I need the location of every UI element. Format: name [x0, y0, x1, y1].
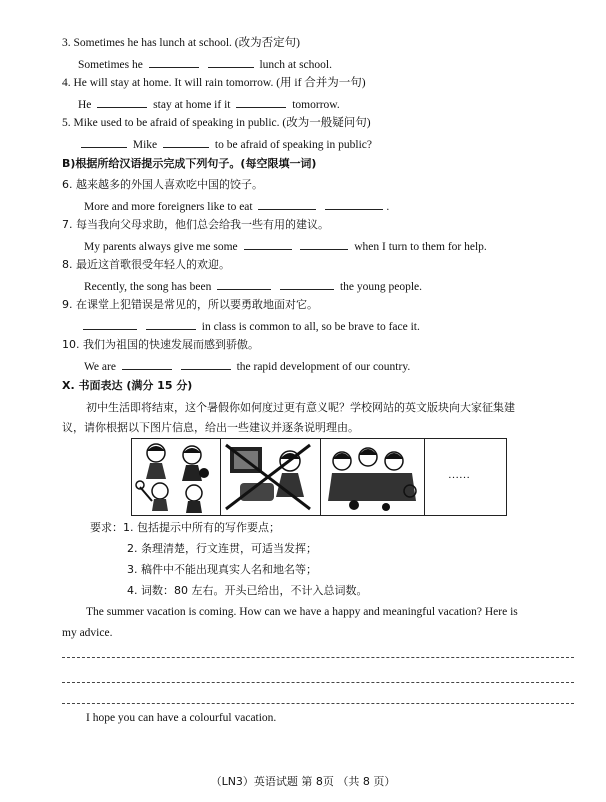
answer-blank[interactable]	[181, 360, 231, 370]
sentence-8-cn: 8. 最近这首歌很受年轻人的欢迎。	[62, 258, 230, 271]
requirement-2: 2. 条理清楚，行文连贯，可适当发挥；	[127, 542, 317, 555]
answer-blank[interactable]	[258, 200, 316, 210]
essay-closing: I hope you can have a colourful vacation.	[86, 712, 277, 724]
sentence-8-en: Recently, the song has been the young people.	[84, 281, 423, 293]
answer-blank[interactable]	[236, 98, 286, 108]
sentence-6-en: More and more foreigners like to eat .	[84, 201, 390, 213]
sentence-9-cn: 9. 在课堂上犯错误是常见的，所以要勇敢地面对它。	[62, 298, 318, 311]
writing-line[interactable]	[62, 657, 574, 658]
answer-blank[interactable]	[163, 138, 209, 148]
answer-blank[interactable]	[244, 240, 292, 250]
sports-picture	[132, 439, 221, 515]
answer-blank[interactable]	[280, 280, 334, 290]
answer-blank[interactable]	[81, 138, 127, 148]
more-ideas-picture	[424, 439, 505, 515]
answer-blank[interactable]	[122, 360, 172, 370]
group-activity-picture	[320, 439, 425, 515]
writing-intro-line-1: 初中生活即将结束，这个暑假你如何度过更有意义呢？学校网站的英文版块向大家征集建	[86, 401, 515, 414]
answer-blank[interactable]	[146, 320, 196, 330]
essay-opening-line-2: my advice.	[62, 627, 113, 639]
requirements-label: 要求：1. 包括提示中所有的写作要点；	[90, 521, 280, 534]
requirement-4: 4. 词数：80 左右。开头已给出，不计入总词数。	[127, 584, 368, 597]
answer-blank[interactable]	[97, 98, 147, 108]
answer-blank[interactable]	[217, 280, 271, 290]
page-footer: （LN3）英语试题 第 8页 （共 8 页）	[210, 775, 396, 788]
sentence-6-cn: 6. 越来越多的外国人喜欢吃中国的饺子。	[62, 178, 263, 191]
sentence-10-cn: 10. 我们为祖国的快速发展而感到骄傲。	[62, 338, 259, 351]
answer-blank[interactable]	[208, 58, 254, 68]
section-b-heading: B)根据所给汉语提示完成下列句子。(每空限填一词)	[62, 157, 317, 170]
sentence-10-en: We are the rapid development of our country.	[84, 361, 411, 373]
question-3-prompt: 3. Sometimes he has lunch at school. (改为否定句)	[62, 37, 300, 49]
answer-blank[interactable]	[325, 200, 383, 210]
question-5-prompt: 5. Mike used to be afraid of speaking in public. (改为一般疑问句)	[62, 117, 371, 129]
essay-opening-line-1: The summer vacation is coming. How can we have a happy and meaningful vacation? Here is	[86, 606, 518, 618]
writing-line[interactable]	[62, 682, 574, 683]
answer-blank[interactable]	[300, 240, 348, 250]
writing-heading: X. 书面表达 (满分 15 分)	[62, 379, 193, 392]
picture-strip	[131, 438, 507, 516]
ellipsis-placeholder: ……	[448, 469, 470, 481]
question-4-prompt: 4. He will stay at home. It will rain tomorrow. (用 if 合并为一句)	[62, 77, 366, 89]
question-5-answer: Mike to be afraid of speaking in public?	[78, 138, 372, 152]
no-games-picture	[220, 439, 321, 515]
question-3-answer: Sometimes he lunch at school.	[78, 59, 332, 71]
answer-blank[interactable]	[83, 320, 137, 330]
writing-line[interactable]	[62, 703, 574, 704]
requirement-3: 3. 稿件中不能出现真实人名和地名等；	[127, 563, 317, 576]
writing-intro-line-2: 议，请你根据以下图片信息，给出一些建议并逐条说明理由。	[62, 421, 359, 434]
sentence-9-en: in class is common to all, so be brave to face it.	[80, 320, 420, 334]
answer-blank[interactable]	[149, 58, 199, 68]
sentence-7-en: My parents always give me some when I turn to them for help.	[84, 241, 487, 253]
sentence-7-cn: 7. 每当我向父母求助，他们总会给我一些有用的建议。	[62, 218, 329, 231]
question-4-answer: He stay at home if it tomorrow.	[78, 99, 340, 111]
